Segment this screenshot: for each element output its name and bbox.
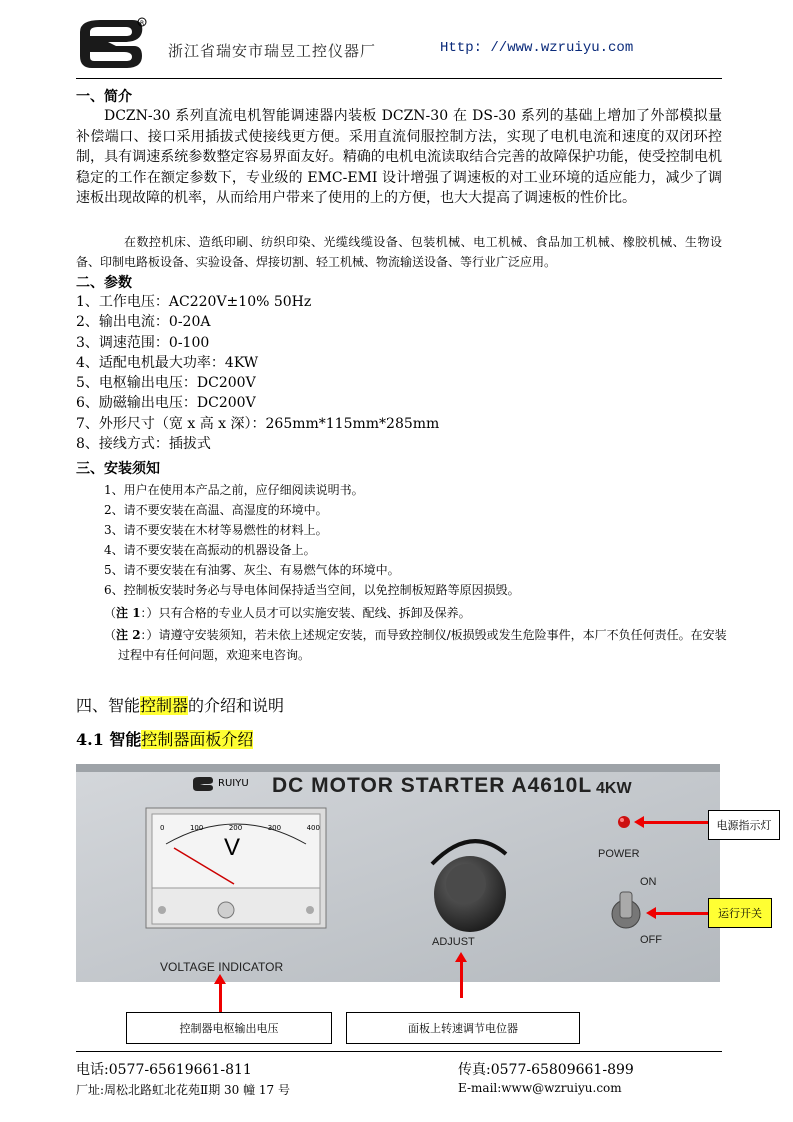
callout-speed-pot-text: 面板上转速调节电位器 — [408, 1022, 518, 1035]
callout-run-switch-text: 运行开关 — [718, 907, 762, 920]
param-item: 1、工作电压：AC220V±10% 50Hz — [76, 294, 312, 310]
arrow-head-icon — [214, 974, 226, 984]
install-item: 2、请不要安装在高温、高湿度的环境中。 — [104, 503, 328, 517]
panel-power-rating: 4KW — [596, 780, 632, 797]
power-label: POWER — [598, 848, 640, 860]
on-label: ON — [640, 876, 657, 888]
param-item: 2、输出电流：0-20A — [76, 314, 211, 331]
callout-armature-voltage-text: 控制器电枢输出电压 — [179, 1022, 279, 1035]
install-item: 3、请不要安装在木材等易燃性的材料上。 — [104, 523, 328, 537]
meter-tick: 200 — [228, 824, 243, 832]
note-2: （注 2：）请遵守安装须知，若未依上述规定安装，而导致控制仪/板损毁或发生危险事件，本厂不负任何责任。在安装过程中有任何问题，欢迎来电咨询。 — [104, 628, 727, 662]
callout-armature-voltage — [126, 1012, 332, 1044]
meter-tick: 400 — [306, 824, 320, 832]
note-1: （注 1：）只有合格的专业人员才可以实施安装、配线、拆卸及保养。 — [104, 606, 471, 620]
smart-title-post: 的介绍和说明 — [188, 696, 285, 715]
param-item: 3、调速范围：0-100 — [76, 334, 210, 351]
footer-tel: 电话:0577-65619661-811 — [76, 1062, 252, 1078]
install-list — [104, 480, 520, 600]
section-params-title: 二、参数 — [76, 275, 132, 291]
arrow-speed-pot — [460, 962, 463, 998]
panel-title-pre: 4.1 智能 — [76, 730, 142, 749]
param-item: 5、电枢输出电压：DC200V — [76, 375, 256, 392]
section-install-title: 三、安装须知 — [76, 461, 160, 477]
install-item: 1、用户在使用本产品之前，应仔细阅读说明书。 — [104, 483, 364, 497]
arrow-head-icon — [455, 952, 467, 962]
panel-title: DC MOTOR STARTER A4610L — [272, 774, 593, 797]
callout-speed-pot — [346, 1012, 580, 1044]
arrow-head-icon — [646, 907, 656, 919]
svg-text:R: R — [140, 20, 145, 27]
meter-tick: 300 — [267, 824, 282, 832]
footer-divider — [76, 1051, 722, 1052]
meter-ticks — [160, 824, 320, 832]
meter-tick: 0 — [160, 824, 165, 832]
install-item: 5、请不要安装在有油雾、灰尘、有易燃气体的环境中。 — [104, 563, 400, 577]
section-smart-title — [76, 693, 284, 716]
company-logo — [76, 16, 148, 72]
footer-fax: 传真:0577-65809661-899 — [458, 1062, 634, 1078]
install-item: 4、请不要安装在高振动的机器设备上。 — [104, 543, 316, 557]
controller-panel-photo — [76, 764, 720, 982]
install-item: 6、控制板安装时务必与导电体间保持适当空间，以免控制板短路等原因损毁。 — [104, 583, 520, 597]
callout-run-switch — [708, 898, 772, 928]
arrow-head-icon — [634, 816, 644, 828]
param-item: 8、接线方式：插拔式 — [76, 436, 211, 453]
note-1-label: 注 1 — [116, 606, 141, 620]
arrow-power-light — [642, 821, 708, 824]
panel-brand: RUIYU — [218, 778, 249, 789]
subsection-panel-title — [76, 727, 253, 750]
section-intro-title: 一、简介 — [76, 89, 132, 105]
arrow-armature-voltage — [219, 984, 222, 1012]
smart-title-pre: 四、智能 — [76, 696, 141, 715]
footer-email[interactable]: E-mail:www@wzruiyu.com — [458, 1081, 622, 1095]
meter-tick: 100 — [189, 824, 204, 832]
callout-power-light — [708, 810, 780, 840]
note-2-text: 请遵守安装须知，若未依上述规定安装，而导致控制仪/板损毁或发生危险事件，本厂不负任何责任。在安装过程中有任何问题，欢迎来电咨询。 — [118, 628, 727, 662]
off-label: OFF — [640, 934, 662, 946]
header-divider — [76, 78, 722, 79]
note-1-text: 只有合格的专业人员才可以实施安装、配线、拆卸及保养。 — [158, 606, 471, 620]
param-item: 4、适配电机最大功率：4KW — [76, 354, 259, 371]
panel-title-highlight: 控制器面板介绍 — [141, 730, 254, 749]
adjust-label: ADJUST — [432, 936, 475, 948]
smart-title-highlight: 控制器 — [140, 696, 189, 715]
params-list — [76, 292, 439, 454]
callout-power-light-text: 电源指示灯 — [716, 819, 772, 832]
voltage-indicator-label: VOLTAGE INDICATOR — [160, 960, 284, 974]
meter-unit: V — [224, 834, 241, 861]
footer-address: 厂址:周松北路虹北花苑Ⅱ期 30 幢 17 号 — [76, 1083, 290, 1097]
panel-logo-icon — [192, 776, 214, 792]
company-name: 浙江省瑞安市瑞昱工控仪器厂 — [168, 42, 377, 60]
param-item: 7、外形尺寸（宽 x 高 x 深）：265mm*115mm*285mm — [76, 415, 440, 432]
param-item: 6、励磁输出电压：DC200V — [76, 395, 256, 412]
application-paragraph: 在数控机床、造纸印刷、纺织印染、光缆线缆设备、包装机械、电工机械、食品加工机械、橡胶机械、生物设备、印制电路板设备、实验设备、焊接切割、轻工机械、物流输送设备、等行业广泛应用。 — [76, 235, 722, 269]
intro-paragraph: DCZN-30 系列直流电机智能调速器内装板 DCZN-30 在 DS-30 系列的基础上增加了外部模拟量补偿端口、接口采用插拔式使接线更方便。采用直流伺服控制方法，实现了电机电流和速度的双闭环控制，具有调速系统参数整定容易界面友好。精确的电机电流读取结合完善的故障保护功能，使受控制电机稳定的工作在额定参数下，专业级的 EMC-EMI 设计增强了调速板的对工业环境的适应能力，减少了调速板出现故障的机率，从而给用户带来了使用的上的方便，也大大提高了调速板的性价比。 — [76, 108, 722, 206]
arrow-run-switch — [656, 912, 708, 915]
company-url[interactable]: Http: //www.wzruiyu.com — [440, 40, 634, 56]
note-2-label: 注 2 — [116, 628, 141, 642]
